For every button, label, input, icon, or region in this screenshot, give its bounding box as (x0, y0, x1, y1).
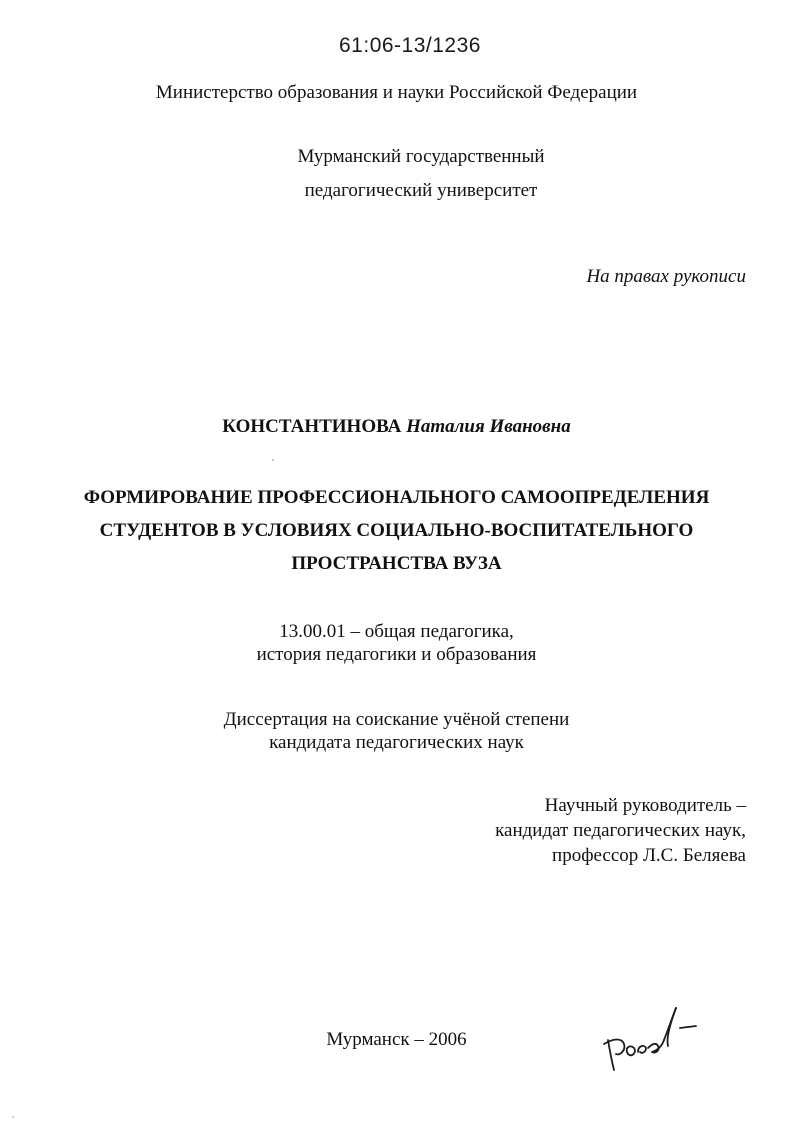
university-name-line1: Мурманский государственный (297, 146, 545, 167)
thesis-title-line: СТУДЕНТОВ В УСЛОВИЯХ СОЦИАЛЬНО-ВОСПИТАТЕЛЬНОГО (99, 520, 694, 541)
university-name-line2: педагогический университет (304, 180, 538, 201)
ministry-name: Министерство образования и науки Российской Федерации (155, 82, 638, 103)
thesis-title-line: ПРОСТРАНСТВА ВУЗА (291, 553, 502, 574)
handwritten-signature (600, 1000, 710, 1080)
paper-speck (272, 459, 274, 461)
degree-line: Диссертация на соискание учёной степени (223, 709, 570, 730)
specialty-code (0, 620, 793, 666)
author-surname: КОНСТАНТИНОВА (222, 416, 402, 437)
author-name (0, 416, 793, 438)
thesis-title (0, 481, 793, 580)
archive-stamp-code: 61:06-13/1236 (339, 34, 481, 57)
specialty-line: 13.00.01 – общая педагогика, (279, 621, 514, 642)
degree-statement (0, 708, 793, 754)
supervisor-block (495, 793, 746, 868)
author-given-names: Наталия Ивановна (406, 416, 571, 437)
supervisor-line: кандидат педагогических наук, (495, 820, 746, 841)
supervisor-line: Научный руководитель – (544, 795, 746, 816)
thesis-title-line: ФОРМИРОВАНИЕ ПРОФЕССИОНАЛЬНОГО САМООПРЕДЕЛЕНИЯ (83, 487, 710, 508)
specialty-line: история педагогики и образования (256, 644, 537, 665)
place-and-year: Мурманск – 2006 (326, 1029, 467, 1050)
supervisor-line: профессор Л.С. Беляева (552, 845, 746, 866)
paper-speck (12, 1116, 14, 1118)
degree-line: кандидата педагогических наук (269, 732, 524, 753)
manuscript-rights-note: На правах рукописи (586, 266, 746, 287)
